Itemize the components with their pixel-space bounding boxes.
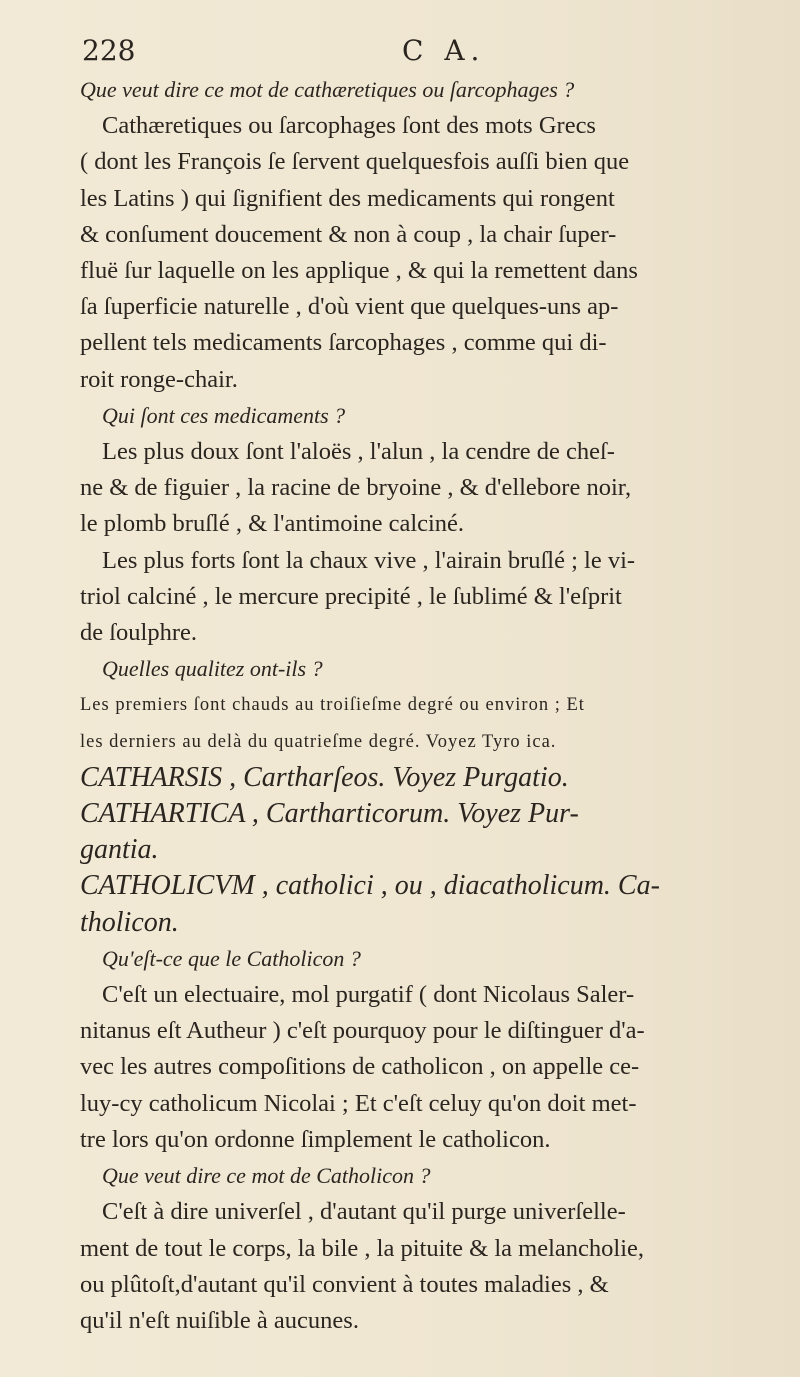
text-line: CATHOLICVM , catholici , ou , diacatholicum. Ca- bbox=[80, 870, 660, 902]
text-line: ſa ſuperficie naturelle , d'où vient que quelques-uns ap- bbox=[80, 293, 619, 321]
text-line: C'eſt à dire univerſel , d'autant qu'il purge univerſelle- bbox=[102, 1198, 626, 1226]
text-line: & conſument doucement & non à coup , la chair ſuper- bbox=[80, 220, 617, 248]
text-line: C'eſt un electuaire, mol purgatif ( dont Nicolaus Saler- bbox=[102, 981, 635, 1009]
text-line: Quelles qualitez ont-ils ? bbox=[102, 656, 323, 682]
text-line: ( dont les François ſe ſervent quelquesfois auſſi bien que bbox=[80, 148, 630, 176]
text-line: qu'il n'eſt nuiſible à aucunes. bbox=[80, 1306, 359, 1334]
text-line: le plomb bruſlé , & l'antimoine calciné. bbox=[80, 510, 465, 538]
text-line: les derniers au delà du quatrieſme degré. Voyez Tyro ica. bbox=[80, 731, 557, 752]
text-line: ment de tout le corps, la bile , la pituite & la melancholie, bbox=[80, 1234, 645, 1262]
body-text bbox=[80, 72, 770, 1339]
text-line: CATHARSIS , Cartharſeos. Voyez Purgatio. bbox=[80, 761, 569, 793]
text-line: CATHARTICA , Cartharticorum. Voyez Pur- bbox=[80, 798, 579, 830]
running-head: C A. bbox=[402, 34, 486, 67]
page-number: 228 bbox=[82, 34, 136, 67]
text-line: ne & de figuier , la racine de bryoine , & d'ellebore noir, bbox=[80, 474, 632, 502]
text-line: Cathæretiques ou ſarcophages ſont des mots Grecs bbox=[102, 112, 596, 140]
text-line: Qui ſont ces medicaments ? bbox=[102, 402, 346, 428]
text-line: ou plûtoſt,d'autant qu'il convient à toutes maladies , & bbox=[80, 1270, 609, 1298]
text-line: les Latins ) qui ſignifient des medicaments qui rongent bbox=[80, 184, 615, 212]
text-line: Les premiers ſont chauds au troiſieſme degré ou environ ; Et bbox=[80, 695, 585, 716]
text-line: vec les autres compoſitions de catholicon , on appelle ce- bbox=[80, 1053, 640, 1081]
text-line: fluë ſur laquelle on les applique , & qui la remettent dans bbox=[80, 257, 638, 285]
text-line: nitanus eſt Autheur ) c'eſt pourquoy pour le diſtinguer d'a- bbox=[80, 1017, 645, 1045]
text-line: Que veut dire ce mot de Catholicon ? bbox=[102, 1163, 431, 1189]
text-line: gantia. bbox=[80, 834, 159, 866]
text-line: Que veut dire ce mot de cathæretiques ou ſarcophages ? bbox=[80, 77, 575, 102]
page-header bbox=[82, 34, 760, 70]
text-line: Les plus forts ſont la chaux vive , l'airain bruſlé ; le vi- bbox=[102, 546, 636, 574]
text-line: pellent tels medicaments ſarcophages , comme qui di- bbox=[80, 329, 607, 357]
text-line: Les plus doux ſont l'aloës , l'alun , la cendre de cheſ- bbox=[102, 438, 615, 466]
text-line: de ſoulphre. bbox=[80, 619, 198, 647]
text-line: tre lors qu'on ordonne ſimplement le catholicon. bbox=[80, 1125, 551, 1153]
text-line: roit ronge-chair. bbox=[80, 365, 238, 393]
text-line: tholicon. bbox=[80, 906, 179, 938]
text-line: Qu'eſt-ce que le Catholicon ? bbox=[102, 945, 361, 971]
text-line: luy-cy catholicum Nicolai ; Et c'eſt celuy qu'on doit met- bbox=[80, 1089, 637, 1117]
text-line: triol calciné , le mercure precipité , le ſublimé & l'eſprit bbox=[80, 582, 622, 610]
